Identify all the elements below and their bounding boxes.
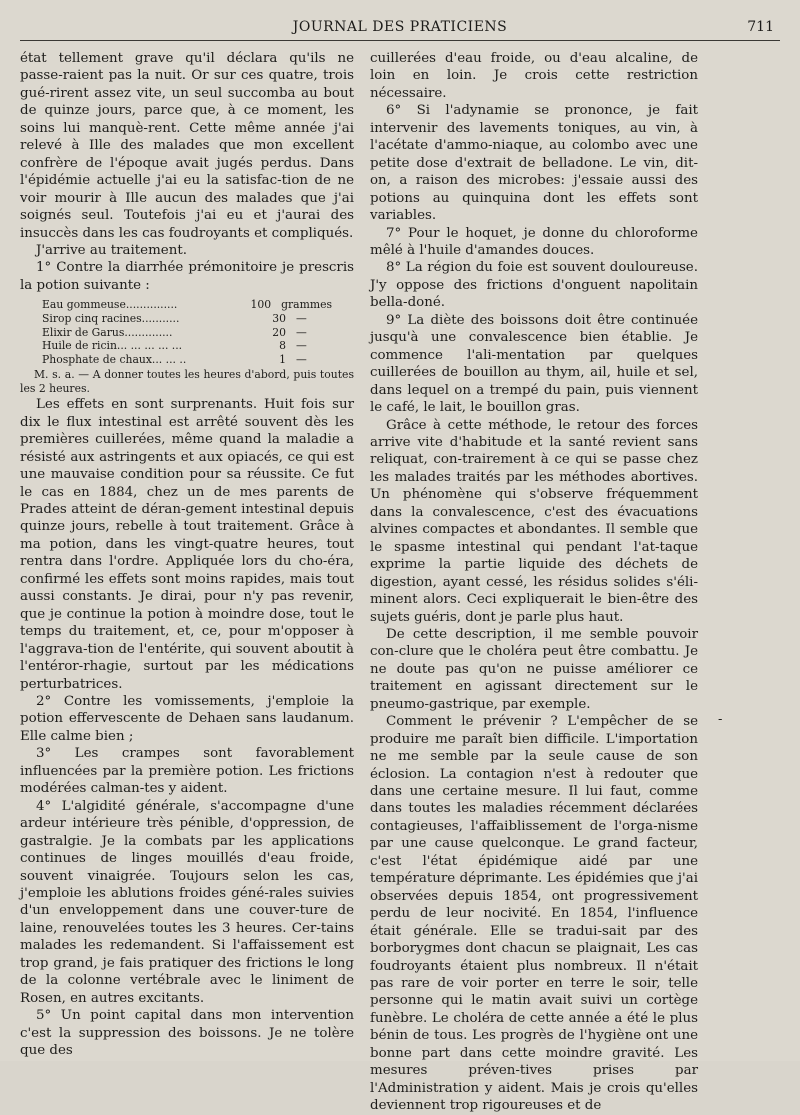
ingredient-unit: — (296, 339, 307, 353)
prescription-item (42, 326, 332, 340)
prescription-item (42, 339, 332, 353)
paragraph: De cette description, il me semble pouvoir con-clure que le choléra peut être combattu. Je ne doute pas qu'on ne puisse améliorer ce traitement en agissant directement sur le pneumo-gastrique, par exemple. (370, 626, 698, 712)
paragraph: 3° Les crampes sont favorablement influencées par la première potion. Les frictions modérées calman-tes y aident. (20, 746, 354, 797)
running-header (20, 16, 780, 41)
paragraph: 2° Contre les vomissements, j'emploie la potion effervescente de Dehaen sans laudanum. Elle calme bien ; (20, 694, 354, 744)
paragraph: J'arrive au traitement. (36, 242, 187, 258)
margin-mark: - (718, 712, 723, 727)
paragraph: 8° La région du foie est souvent douloureuse. J'y oppose des frictions d'onguent napolitain bella-doné. (370, 260, 698, 311)
prescription-list (42, 298, 332, 366)
paragraph: 1° Contre la diarrhée prémonitoire je prescris la potion suivante : (20, 260, 354, 293)
ingredient-qty: 30 (272, 311, 286, 325)
ingredient-name: Sirop cinq racines........... (42, 311, 180, 325)
ingredient-name: Huile de ricin... ... ... ... ... (42, 339, 183, 353)
left-column (20, 50, 354, 1060)
ingredient-name: Phosphate de chaux... ... .. (42, 352, 187, 366)
ingredient-unit: — (296, 311, 307, 325)
ingredient-qty: 1 (279, 352, 286, 366)
journal-title: JOURNAL DES PRATICIENS (292, 19, 508, 35)
paragraph: 9° La diète des boissons doit être continuée jusqu'à une convalescence bien établie. Je commence l'ali-mentation par quelques cuillerées de bouillon au thym, ail, huile et sel, dans lequel on a trempé du pain, puis viennent le café, le lait, le bouillon gras. (370, 312, 698, 416)
prescription-item (42, 312, 332, 326)
paragraph: 5° Un point capital dans mon intervention c'est la suppression des boissons. Je ne tolère que des (20, 1008, 354, 1059)
ingredient-qty: 20 (272, 325, 286, 339)
paragraph: 4° L'algidité générale, s'accompagne d'une ardeur intérieure très pénible, d'oppression, de gastralgie. Je la combats par les applications continues de linges mouillés d'eau froide, souvent vinaigrée. Toujours selon les cas, j'emploie les ablutions froides géné-rales suivies d'un enveloppement dans une couver-ture de laine, renouvelées toutes les 3 heures. Cer-tains malades les redemandent. Si l'affaissement est trop grand, je fais pratiquer des frictions le long de la colonne vertébrale avec le liniment de Rosen, en autres excitants. (20, 798, 354, 1006)
ingredient-unit: grammes (281, 298, 332, 312)
ingredient-name: Eau gommeuse............... (42, 298, 178, 312)
prescription-item (42, 353, 332, 367)
prescription-note: M. s. a. — A donner toutes les heures d'abord, puis toutes les 2 heures. (20, 368, 354, 396)
ingredient-name: Elixir de Garus.............. (42, 325, 173, 339)
ingredient-qty: 8 (279, 339, 286, 353)
ingredient-unit: — (296, 325, 307, 339)
page-number: 711 (747, 19, 774, 35)
ingredient-unit: — (296, 352, 307, 366)
paragraph: 6° Si l'adynamie se prononce, je fait intervenir des lavements toniques, au vin, à l'acétate d'ammo-niaque, au colombo avec une petite dose d'extrait de belladone. Le vin, dit-on, a raison des microbes: j'essaie aussi des potions au quinquina dont les effets sont variables. (370, 103, 698, 224)
paragraph: Grâce à cette méthode, le retour des forces arrive vite d'habitude et la santé revient sans reliquat, con-trairement à ce qui se passe chez les malades traités par les méthodes abortives. Un phénomène qui s'observe fréquemment dans la convalescence, c'est des évacuations alvines compactes et abondantes. Il semble que le spasme intestinal qui pendant l'at-taque exprime la partie liquide des déchets de digestion, ayant cessé, les résidus solides s'éli-minent alors. Ceci expliquerait le bien-être des sujets guéris, dont je parle plus haut. (370, 417, 698, 625)
paragraph: 7° Pour le hoquet, je donne du chloroforme mêlé à l'huile d'amandes douces. (370, 225, 698, 258)
right-column (370, 50, 698, 1115)
paragraph: Les effets en sont surprenants. Huit fois sur dix le flux intestinal est arrêté souvent dès les premières cuillerées, même quand la maladie a résisté aux astringents et aux opiacés, ce qui est une mauvaise condition pour sa réussite. Ce fut le cas en 1884, chez un de mes parents de Prades atteint de déran-gement intestinal depuis quinze jours, rebelle à tout traitement. Grâce à ma potion, dans les vingt-quatre heures, tout rentra dans l'ordre. Appliquée lors du cho-éra, confirmé les effets sont moins rapides, mais tout aussi constants. Je dirai, pour n'y pas revenir, que je continue la potion à moindre dose, tout le temps du traitement, et, ce, pour m'opposer à l'aggrava-tion de l'entérite, qui souvent aboutit à l'entéror-rhagie, surtout par les médications perturbatrices. (20, 397, 354, 692)
paragraph: cuillerées d'eau froide, ou d'eau alcaline, de loin en loin. Je crois cette restriction nécessaire. (370, 51, 698, 101)
paragraph: Comment le prévenir ? L'empêcher de se produire me paraît bien difficile. L'importation ne me semble par la seule cause de son éclosion. La contagion n'est à redouter que dans une certaine mesure. Il lui faut, comme dans toutes les maladies récemment déclarées contagieuses, l'affaiblissement de l'orga-nisme par une cause quelconque. Le grand facteur, c'est l'état épidémique aidé par une température déprimante. Les épidémies que j'ai observées depuis 1854, ont progressivement perdu de leur nocivité. En 1854, l'influence était générale. Elle se tradui-sait par des borborygmes dont chacun se plaignait, Les cas foudroyants étaient plus nombreux. Il n'était pas rare de voir porter en terre le soir, telle personne qui le matin avait suivi un cortège funèbre. Le choléra de cette année a été le plus bénin de tous. Les progrès de l'hygiène ont une bonne part dans cette moindre gravité. Les mesures préven-tives prises par l'Administration y aident. Mais je crois qu'elles deviennent trop rigoureuses et de (370, 714, 698, 1114)
prescription-item (42, 298, 332, 312)
paragraph: état tellement grave qu'il déclara qu'ils ne passe-raient pas la nuit. Or sur ces quatre, trois gué-rirent assez vite, un seul succomba au bout de quinze jours, parce que, à ce moment, les soins lui manquè-rent. Cette même année j'ai relevé à Ille des malades que mon excellent confrère de l'époque avait jugés perdus. Dans l'épidémie actuelle j'ai eu la satisfac-tion de ne voir mourir à Ille aucun des malades que j'ai soignés seul. Toutefois j'ai eu et j'aurai des insuccès dans les cas foudroyants et compliqués. (20, 51, 354, 241)
ingredient-qty: 100 (250, 298, 272, 312)
